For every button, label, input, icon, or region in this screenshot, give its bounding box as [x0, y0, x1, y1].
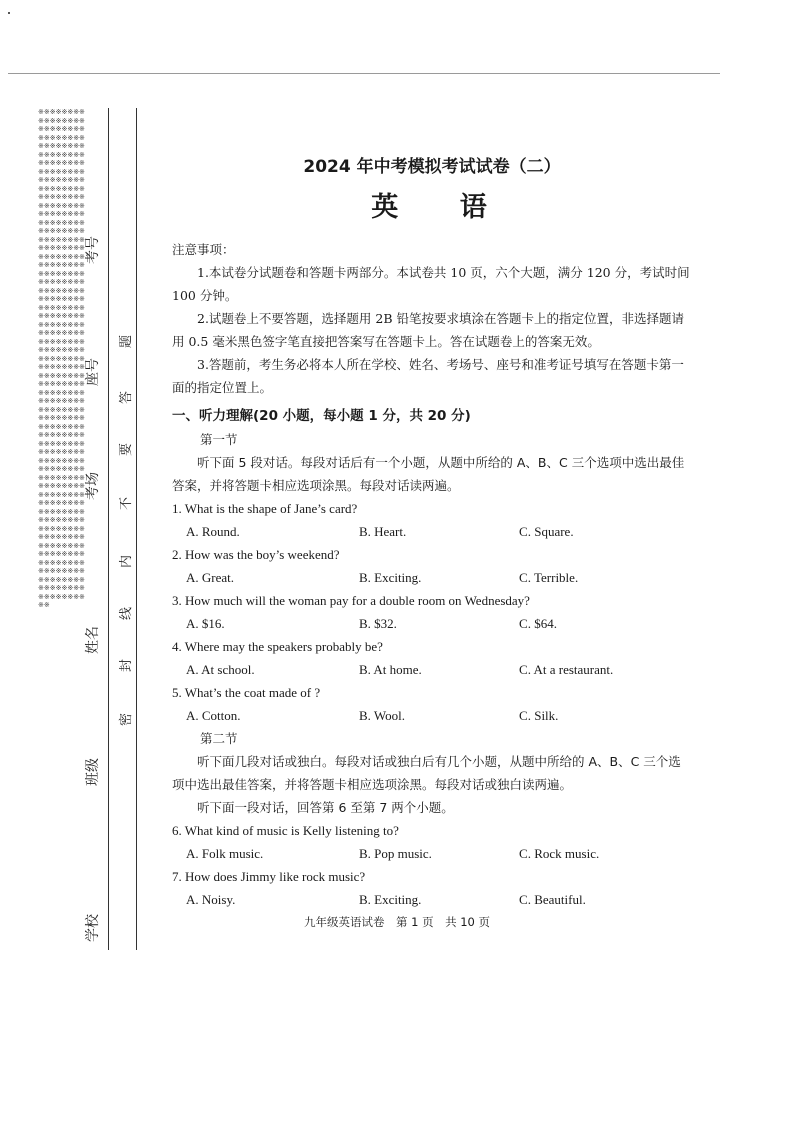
option-c: C. Terrible.	[519, 570, 579, 585]
part-label: 第二节	[200, 731, 238, 746]
notice-item: 3.答题前，考生务必将本人所在学校、姓名、考场号、座号和准考证号填写在答题卡第一面的指定位置上。	[172, 357, 684, 395]
binding-star-strip: ※※※※※※※※※※※※※※※※※※※※※※※※※※※※※※※※※※※※※※※※※※※※※※※※※※※※※※※※※※※※※※※※※※※※※※※※※※※※※※※※※※※※※※※※※※※※※※※※※※※※※※※※※※※※※※※※※※※※※※※※※※※※※※※※※※※※※※※※※※※※※※※※※※※※※※※※※※※※※※※※※※※※※※※※※※※※※※※※※※※※※※※※※※※※※※※※※※※※※※※※※※※※※※※※※※※※※※※※※※※※※※※※※※※※※※※※※※※※※※※※※※※※※※※※※※※※※※※※※※※※※※※※※※※※※※※※※※※※※※※※※※※※※※※※※※※※※※※※※※※※※※※※※※※※※※※※※※※※※※※※※※※※※※※※※※※※※※※※※※※※※※※※※※※※※※※※※※※※※※※※※※※※※※※※※※※※※※※※※※※※※※※※※※※※※※※※※※※※※※※※※※※※※※※※※※※※※※※※※※※※※※※※※※※※※※※※※※※※※※※※※※※※※※※※※※※※※※※※※※※※※※※※※※	[38, 108, 85, 609]
seal-char: 线	[119, 606, 135, 621]
seal-char: 要	[119, 442, 135, 457]
notice-heading: 注意事项：	[172, 242, 235, 257]
options-row	[186, 888, 692, 911]
seal-char: 内	[119, 554, 135, 569]
notice-block	[172, 238, 692, 399]
subject-title: 英 语	[371, 192, 513, 223]
part-label: 第一节	[200, 432, 238, 447]
options-row	[186, 842, 692, 865]
scan-speck	[8, 12, 10, 14]
part-instruction: 听下面 5 段对话。每段对话后有一个小题，从题中所给的 A、B、C 三个选项中选出最佳答案，并将答题卡相应选项涂黑。每段对话读两遍。	[172, 455, 685, 493]
top-rule	[8, 73, 720, 74]
option-a: A. Round.	[186, 524, 240, 539]
options-row	[186, 566, 692, 589]
field-seat-number: 座号	[85, 358, 101, 386]
options-row	[186, 612, 692, 635]
part-instruction: 听下面几段对话或独白。每段对话或独白后有几个小题，从题中所给的 A、B、C 三个选项中选出最佳答案，并将答题卡相应选项涂黑。每段对话或独白读两遍。	[172, 754, 681, 792]
seal-char: 密	[119, 712, 135, 727]
option-a: A. At school.	[186, 662, 255, 677]
binding-line-inner	[108, 108, 109, 950]
binding-line-outer	[136, 108, 137, 950]
option-c: C. Rock music.	[519, 846, 600, 861]
option-a: A. Great.	[186, 570, 235, 585]
field-exam-room: 考场	[85, 472, 101, 500]
sub-instruction: 听下面一段对话，回答第 6 至第 7 两个小题。	[197, 800, 454, 815]
question: 4. Where may the speakers probably be?	[172, 639, 383, 654]
option-b: B. Pop music.	[358, 846, 432, 861]
options-row	[186, 658, 692, 681]
option-a: A. Folk music.	[186, 846, 264, 861]
seal-char: 封	[119, 658, 135, 673]
question: 6. What kind of music is Kelly listening to?	[172, 823, 399, 838]
option-c: C. Silk.	[519, 708, 559, 723]
field-class: 班级	[85, 758, 101, 786]
exam-body	[172, 150, 692, 911]
option-b: B. Heart.	[358, 524, 407, 539]
seal-char: 答	[119, 390, 135, 405]
question: 5. What’s the coat made of ?	[172, 685, 321, 700]
option-a: A. Cotton.	[186, 708, 241, 723]
exam-title: 2024 年中考模拟考试试卷（二）	[303, 157, 561, 177]
option-c: C. Beautiful.	[519, 892, 586, 907]
option-a: A. $16.	[186, 616, 225, 631]
option-a: A. Noisy.	[186, 892, 236, 907]
notice-item: 2.试题卷上不要答题，选择题用 2B 铅笔按要求填涂在答题卡上的指定位置，非选择题请用 0.5 毫米黑色签字笔直接把答案写在答题卡上。答在试题卷上的答案无效。	[172, 311, 685, 349]
option-c: C. $64.	[519, 616, 557, 631]
option-b: B. Wool.	[358, 708, 405, 723]
field-exam-number: 考号	[85, 236, 101, 264]
option-b: B. Exciting.	[358, 570, 422, 585]
field-name: 姓名	[85, 626, 101, 654]
section-title: 一、听力理解(20 小题，每小题 1 分，共 20 分)	[172, 408, 471, 424]
page-footer: 九年级英语试卷 第 1 页 共 10 页	[303, 915, 491, 929]
question: 2. How was the boy’s weekend?	[172, 547, 340, 562]
option-b: B. At home.	[358, 662, 422, 677]
question: 3. How much will the woman pay for a double room on Wednesday?	[172, 593, 530, 608]
option-c: C. At a restaurant.	[519, 662, 614, 677]
notice-item: 1.本试卷分试题卷和答题卡两部分。本试卷共 10 页，六个大题，满分 120 分，考试时间 100 分钟。	[172, 265, 690, 303]
option-b: B. Exciting.	[358, 892, 422, 907]
options-row	[186, 520, 692, 543]
field-school: 学校	[85, 914, 101, 942]
option-b: B. $32.	[358, 616, 397, 631]
seal-char: 题	[119, 334, 135, 349]
seal-char: 不	[119, 496, 135, 511]
question: 7. How does Jimmy like rock music?	[172, 869, 366, 884]
option-c: C. Square.	[519, 524, 574, 539]
question: 1. What is the shape of Jane’s card?	[172, 501, 358, 516]
options-row	[186, 704, 692, 727]
